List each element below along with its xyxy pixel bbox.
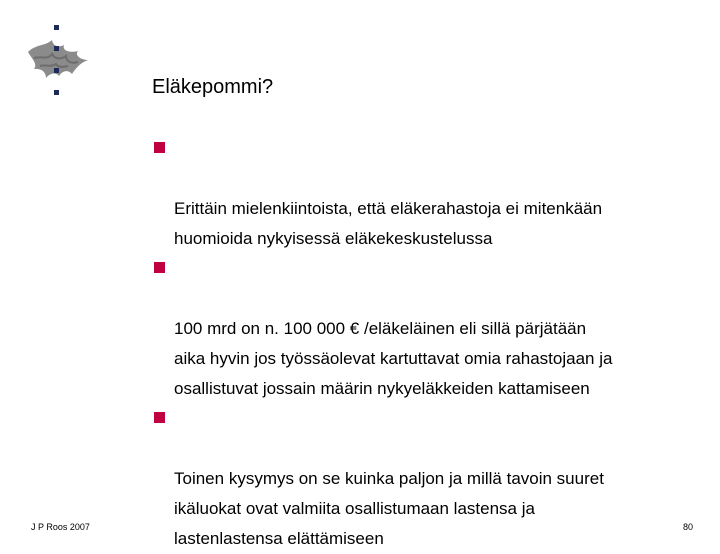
bullet-text: Erittäin mielenkiintoista, että eläkerahastoja ei mitenkään huomioida nykyisessä eläkekeskustelussa [174,199,603,248]
bullet-item [154,134,704,254]
footer-author: J P Roos 2007 [31,522,90,532]
page-number: 80 [682,522,693,532]
university-logo-icon [22,24,92,96]
slide-title: Eläkepommi? [152,76,274,98]
bullet-text: Toinen kysymys on se kuinka paljon ja millä tavoin suuret ikäluokat ovat valmiita osallistumaan lastensa ja lastenlastensa elättämiseen [174,469,604,548]
flame-logo-graphic [22,24,92,96]
bullet-item [154,404,704,554]
square-bullet-icon [154,412,165,423]
bullet-list [154,134,704,554]
square-bullet-icon [154,262,165,273]
bullet-item [154,254,704,404]
bullet-text: 100 mrd on n. 100 000 € /eläkeläinen eli sillä pärjätään aika hyvin jos työssäolevat kartuttavat omia rahastojaan ja osallistuvat jossain määrin nykyeläkkeiden kattamiseen [174,319,613,398]
square-bullet-icon [154,142,165,153]
